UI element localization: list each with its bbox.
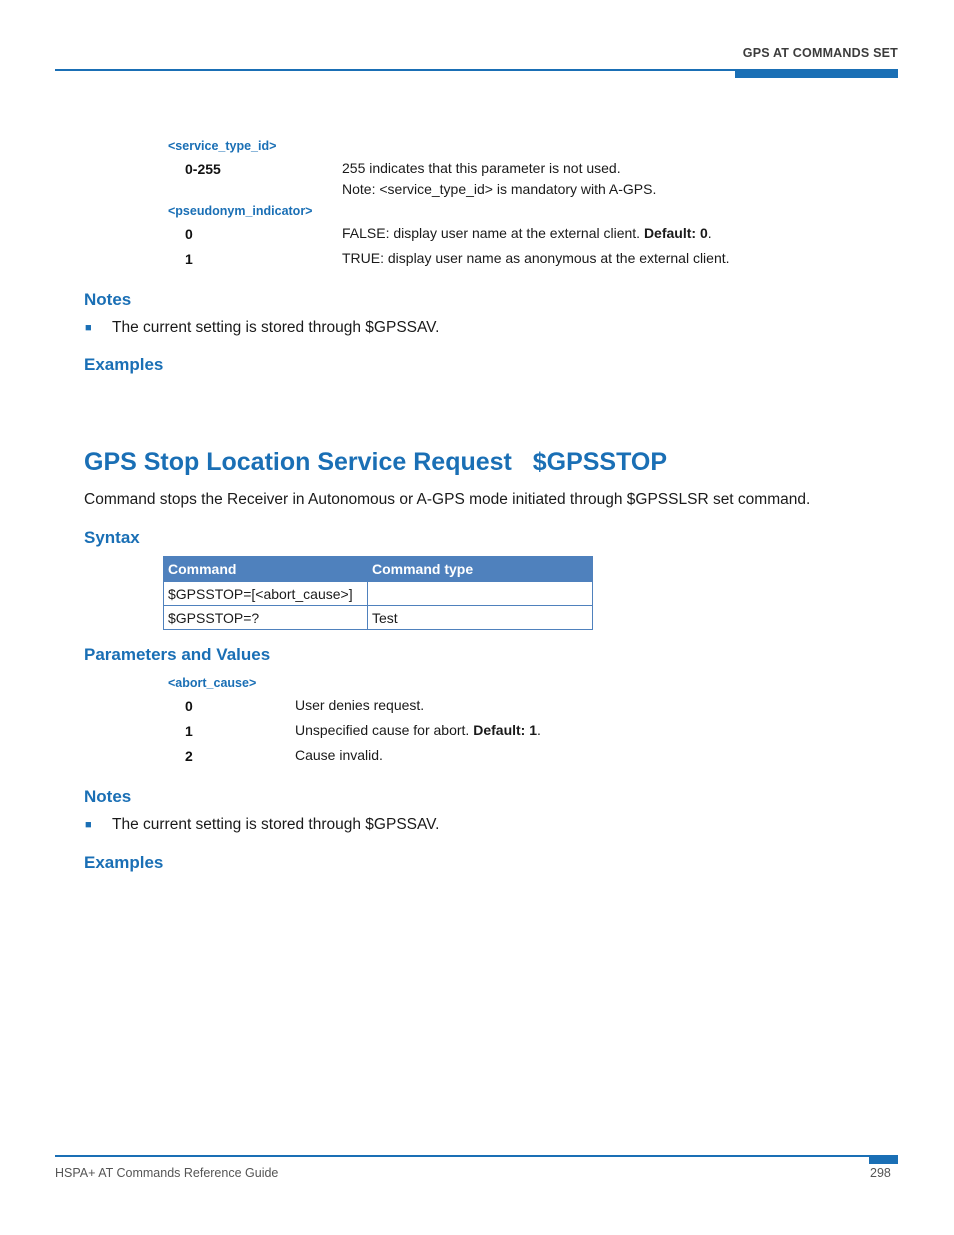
param-desc: User denies request.: [295, 697, 425, 713]
default-value: Default: 0: [643, 225, 708, 241]
default-value: Default: 1: [473, 722, 538, 738]
table-cell: Test: [368, 606, 593, 630]
param-value: 1: [185, 723, 193, 739]
param-value: 0: [185, 226, 193, 242]
examples-heading: Examples: [84, 355, 164, 374]
syntax-table: [163, 556, 593, 630]
bullet-icon: ■: [85, 819, 92, 831]
footer-guide-title: HSPA+ AT Commands Reference Guide: [55, 1166, 279, 1180]
param-value: 2: [185, 748, 193, 764]
param-desc: Unspecified cause for abort. Default: 1.: [295, 722, 541, 738]
page-number: 298: [870, 1166, 891, 1180]
footer-rule-accent: [869, 1155, 898, 1164]
param-desc: 255 indicates that this parameter is not used.: [342, 160, 621, 176]
param-desc: TRUE: display user name as anonymous at the external client.: [342, 250, 730, 266]
examples-heading: Examples: [84, 853, 164, 872]
bullet-icon: ■: [85, 322, 92, 334]
header-rule-accent: [735, 70, 898, 78]
footer-rule: [55, 1155, 898, 1157]
notes-heading: Notes: [84, 787, 132, 806]
column-header-command: Command: [164, 557, 368, 582]
param-value: 0: [185, 698, 193, 714]
param-name-abort-cause: <abort_cause>: [168, 676, 257, 690]
param-name-service-type-id: <service_type_id>: [168, 139, 277, 153]
note-item: The current setting is stored through $GPSSAV.: [112, 319, 440, 336]
column-header-command-type: Command type: [368, 557, 593, 582]
param-value: 0-255: [185, 161, 221, 177]
section-title: GPS Stop Location Service Request $GPSSTOP: [84, 448, 668, 476]
section-description: Command stops the Receiver in Autonomous or A-GPS mode initiated through $GPSSLSR set command.: [84, 491, 811, 508]
table-header-row: [164, 557, 593, 582]
table-cell: [368, 582, 593, 606]
table-cell: $GPSSTOP=?: [164, 606, 368, 630]
param-value: 1: [185, 251, 193, 267]
syntax-heading: Syntax: [84, 528, 140, 547]
table-cell: $GPSSTOP=[<abort_cause>]: [164, 582, 368, 606]
param-name-pseudonym-indicator: <pseudonym_indicator>: [168, 204, 313, 218]
param-desc: Cause invalid.: [295, 747, 383, 763]
params-heading: Parameters and Values: [84, 645, 271, 664]
table-row: [164, 582, 593, 606]
running-header: GPS AT COMMANDS SET: [742, 46, 898, 60]
param-desc-note: Note: <service_type_id> is mandatory with A-GPS.: [342, 181, 657, 197]
note-item: The current setting is stored through $GPSSAV.: [112, 816, 440, 833]
notes-heading: Notes: [84, 290, 132, 309]
table-row: [164, 606, 593, 630]
param-desc: FALSE: display user name at the external client. Default: 0.: [342, 225, 712, 241]
